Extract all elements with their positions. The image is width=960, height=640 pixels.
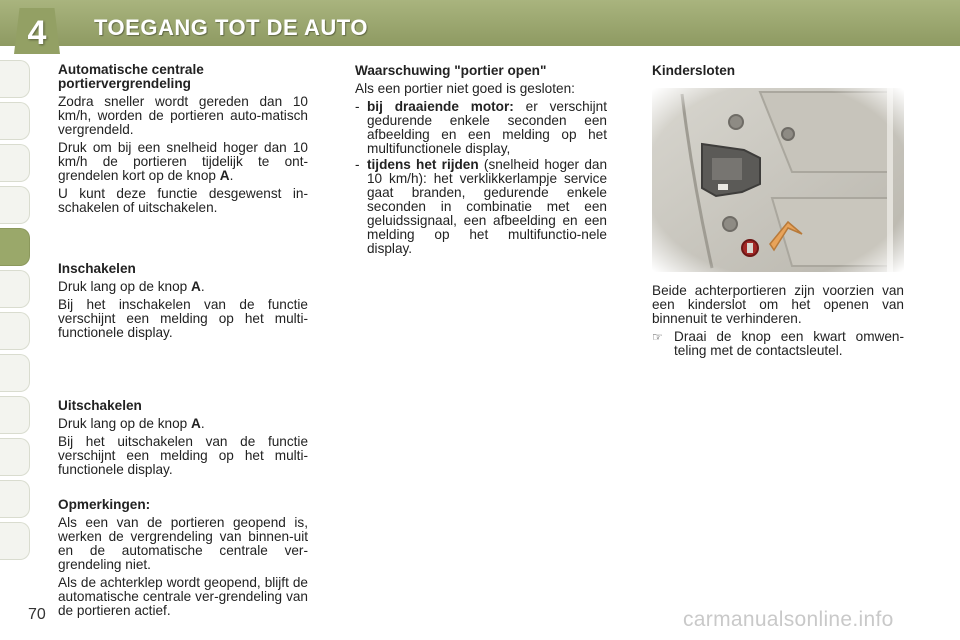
paragraph xyxy=(58,141,308,183)
side-tab-12[interactable] xyxy=(0,522,30,560)
list-item-body: er verschijnt gedurende enkele seconden een afbeelding en een melding op het multifunctionele display, xyxy=(367,99,608,156)
side-tab-3[interactable] xyxy=(0,144,30,182)
paragraph: U kunt deze functie desgewenst in-schakelen of uitschakelen. xyxy=(58,186,308,215)
page-title: TOEGANG TOT DE AUTO xyxy=(94,15,368,40)
paragraph-text: Druk lang op de knop xyxy=(58,279,192,294)
column-left xyxy=(58,63,308,622)
section-title-auto-lock: Automatische centrale portiervergrendeling xyxy=(58,62,204,91)
side-tab-1[interactable] xyxy=(0,60,30,98)
list-item-text xyxy=(367,100,607,156)
punctuation: . xyxy=(200,416,205,431)
button-ref-a: A xyxy=(191,279,201,294)
watermark: carmanualsonline.info xyxy=(683,608,894,631)
side-tab-2[interactable] xyxy=(0,102,30,140)
instruction-text: Draai de knop een kwart omwen-teling met de contactsleutel. xyxy=(674,329,904,358)
paragraph: Bij het uitschakelen van de functie verschijnt een melding op het multi-functionele display. xyxy=(58,434,308,477)
column-middle xyxy=(355,64,607,258)
section-title-kindersloten: Kindersloten xyxy=(652,63,736,78)
list-dash: - xyxy=(355,157,360,172)
paragraph: Bij het inschakelen van de functie verschijnt een melding op het multi-functionele display. xyxy=(58,297,308,340)
chapter-number: 4 xyxy=(27,14,47,52)
paragraph: Beide achterportieren zijn voorzien van een kinderslot om het openen van binnenuit te verhinderen. xyxy=(652,283,904,326)
list-dash: - xyxy=(355,99,360,114)
side-tab-8[interactable] xyxy=(0,354,30,392)
paragraph: Als een portier niet goed is gesloten: xyxy=(355,81,575,96)
button-ref-a: A xyxy=(219,168,230,183)
section-title-inschakelen: Inschakelen xyxy=(58,261,136,276)
side-tab-7[interactable] xyxy=(0,312,30,350)
child-lock-text xyxy=(652,284,904,360)
instruction-item xyxy=(652,330,904,358)
list-item-lead: bij draaiende motor: xyxy=(367,99,514,114)
list-item-lead: tijdens het rijden xyxy=(367,157,479,172)
paragraph-text: Druk lang op de knop xyxy=(58,416,192,431)
paragraph: Als de achterklep wordt geopend, blijft de automatische centrale ver-grendeling van de portieren actief. xyxy=(58,575,308,618)
paragraph xyxy=(58,417,308,431)
side-tab-6[interactable] xyxy=(0,270,30,308)
list-item xyxy=(355,100,607,156)
side-tab-11[interactable] xyxy=(0,480,30,518)
column-right xyxy=(652,64,904,82)
section-title-uitschakelen: Uitschakelen xyxy=(58,398,142,413)
list-item-text xyxy=(367,158,607,256)
paragraph xyxy=(58,280,308,294)
button-ref-a: A xyxy=(191,416,201,431)
side-tab-9[interactable] xyxy=(0,396,30,434)
paragraph: Zodra sneller wordt gereden dan 10 km/h, worden de portieren auto-matisch vergrendeld. xyxy=(58,94,308,137)
punctuation: . xyxy=(200,279,205,294)
side-tab-strip xyxy=(0,60,34,564)
child-lock-door-photo xyxy=(652,88,904,272)
side-tab-4[interactable] xyxy=(0,186,30,224)
paragraph-text: Druk om bij een snelheid hoger dan 10 km/h de portieren tijdelijk te ont-grendelen kort op de knop xyxy=(58,140,308,183)
list-item-body: (snelheid hoger dan 10 km/h): het verklikkerlampje service gaat branden, gedurende enkele seconden in combinatie met een geluidssignaal, een afbeelding en een melding op het multifunctio-nele display. xyxy=(367,157,607,256)
page-number: 70 xyxy=(28,606,46,623)
paragraph: Als een van de portieren geopend is, werken de vergrendeling van binnen-uit en de automatische centrale ver-grendeling niet. xyxy=(58,515,308,572)
pointing-hand-icon: ☞ xyxy=(652,330,663,344)
section-title-opmerkingen: Opmerkingen: xyxy=(58,497,151,512)
section-title-door-open-warning: Waarschuwing "portier open" xyxy=(355,63,547,78)
side-tab-10[interactable] xyxy=(0,438,30,476)
list-item xyxy=(355,158,607,256)
side-tab-5-active[interactable] xyxy=(0,228,30,266)
punctuation: . xyxy=(229,168,234,183)
